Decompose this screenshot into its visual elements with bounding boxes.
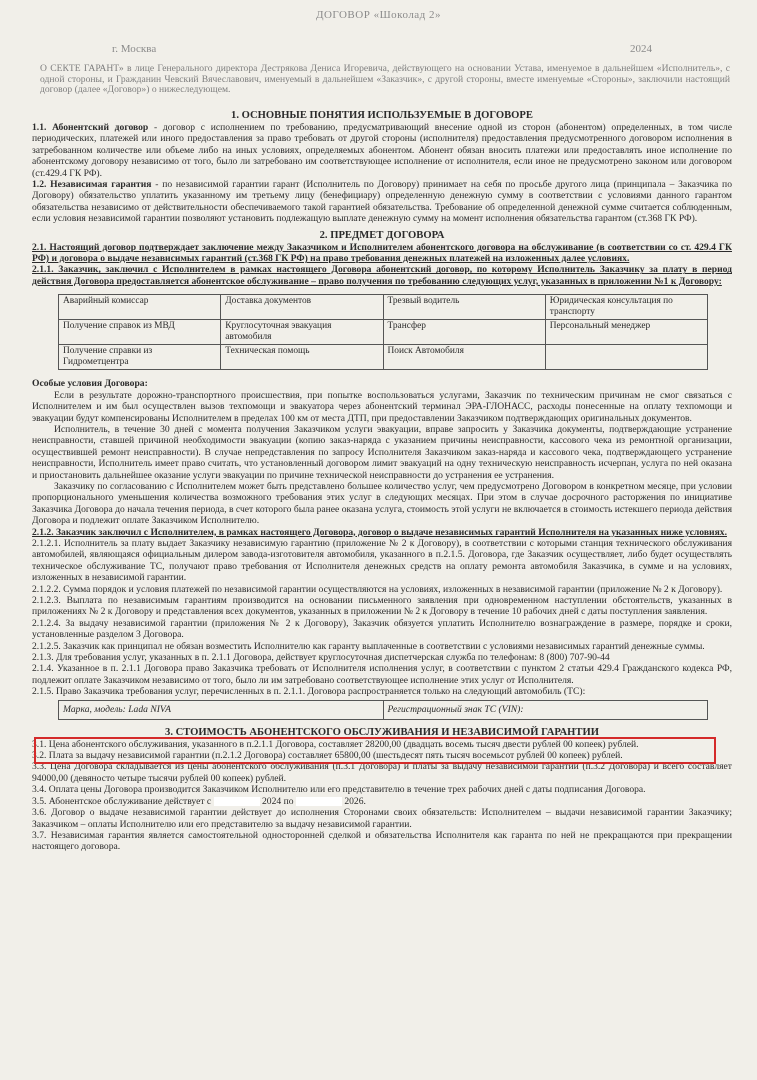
- year-label: 2024: [630, 43, 652, 55]
- table-cell: Круглосуточная эвакуация автомобиля: [221, 320, 383, 345]
- vehicle-table: [58, 700, 708, 720]
- vehicle-model: Марка, модель: Lada NIVA: [59, 700, 384, 719]
- clause-3-4: 3.4. Оплата цены Договора производится Заказчиком Исполнителю или его представителю в течение трех рабочих дней с даты подписания Договора.: [32, 784, 646, 796]
- clause-2-1-2-5: 2.1.2.5. Заказчик как принципал не обязан возместить Исполнителю как гаранту выплаченные в соответствии с условиями независимых гарантий денежные суммы.: [32, 640, 705, 652]
- table-cell: Трансфер: [383, 320, 545, 345]
- clause-3-5: [32, 796, 732, 807]
- clause-3-6: 3.6. Договор о выдаче независимой гарантии действует до исполнения Сторонами своих обязательств: Исполнителем – выдачи независимой гарантии Заказчику; Заказчиком – оплаты Исполнителю или его представителю за выдачу независимой гарантии.: [32, 807, 732, 830]
- table-cell: Техническая помощь: [221, 345, 383, 370]
- clause-2-1-3: 2.1.3. Для требования услуг, указанных в п. 2.1.1 Договора, действует круглосуточная диспетчерская служба по телефонам: 8 (800) 707-90-44: [32, 652, 610, 664]
- clause-2-1-1: 2.1.1. Заказчик, заключил с Исполнителем в рамках настоящего Договора абонентский договор, по которому Исполнитель Заказчику за плату в период действия Договора предоставляется абонентское обслуживание – право получения по требованию следующих услуг, указанных в приложении №1 к Договору:: [32, 264, 732, 287]
- section-1-heading: 1. ОСНОВНЫЕ ПОНЯТИЯ ИСПОЛЬЗУЕМЫЕ В ДОГОВОРЕ: [231, 110, 533, 121]
- table-cell: Получение справки из Гидрометцентра: [59, 345, 221, 370]
- clause-3-5-b: 2024 по: [259, 795, 296, 807]
- clause-1-2-text: - по независимой гарантии гарант (Исполнитель по Договору) принимает на себя по просьбе другого лица (принципала – Заказчика по Договору) обязательство уплатить указанному им третьему лицу (бенефициару) определенную денежную сумму в соответствии с условиями данного гарантом обязательства независимо от действительности обеспечиваемого такой гарантией обязательства. Требование об определенной денежной сумме считается соблюденным, если условия независимой гарантии позволяют установить подлежащую выплате денежную сумму на момент исполнения обязательства гарантом (ст.368 ГК РФ).: [32, 179, 732, 225]
- table-row: [59, 320, 708, 345]
- table-cell: Получение справок из МВД: [59, 320, 221, 345]
- city-label: г. Москва: [112, 43, 157, 55]
- clause-3-1: 3.1. Цена абонентского обслуживания, указанного в п.2.1.1 Договора, составляет 28200,00 (двадцать восемь тысяч двести рублей 00 копеек) рублей.: [32, 738, 639, 750]
- table-row: [59, 295, 708, 320]
- clause-1-1-term: 1.1. Абонентский договор: [32, 122, 149, 133]
- special-conditions-p2: Исполнитель, в течение 30 дней с момента получения Заказчиком услуги эвакуации, вправе запросить у Заказчика документы, подтверждающие устранение неисправности, ставшей причиной необходимости эвакуации (копию заказ-наряда с указанием причины неисправности, кассового чека из ремонтной организации, осуществившей ремонт неисправности). В случае непредставления по запросу Исполнителя Заказчиком заказ-наряда и кассового чека, подтверждающего устранение неисправности, Исполнитель имеет право считать, что установленный договором лимит эвакуаций на одну техническую неисправность исчерпан, услуга по ней оказана и приостановить дальнейшее оказание услуги эвакуации по причине технической неисправности до устранения ее устранения.: [32, 423, 732, 481]
- clause-1-2: [32, 179, 732, 225]
- table-cell: Персональный менеджер: [545, 320, 707, 345]
- table-cell: Аварийный комиссар: [59, 295, 221, 320]
- services-table: [58, 294, 708, 370]
- clause-1-1-text: - договор с исполнением по требованию, предусматривающий внесение одной из сторон (абонентом) определенных, в том числе периодических, платежей или иного предоставления за право требовать от другой стороны (исполнителя) предоставления предусмотренного договором исполнения в затребованном количестве или объеме либо на иных условиях, определяемых абонентом. Абонент обязан вносить платежи или предоставлять иное исполнение по абонентскому договору независимо от того, было ли затребовано им соответствующее исполнение от исполнителя, если иное не предусмотрено законом или договором (ст.429.4 ГК РФ).: [32, 122, 733, 179]
- clause-3-3: 3.3. Цена Договора складывается из цены абонентского обслуживания (п.3.1 Договора) и платы за выдачу независимой гарантии (п.3.2 Договора) и всего составляет 94000,00 (девяносто четыре тысячи рублей 00 копеек) рублей.: [32, 761, 732, 784]
- table-cell: Доставка документов: [221, 295, 383, 320]
- clause-2-1-4: 2.1.4. Указанное в п. 2.1.1 Договора право Заказчика требовать от Исполнителя исполнения услуг, в соответствии с пунктом 2 статьи 429.4 Гражданского кодекса РФ, подлежит оплате Заказчиком независимо от того, было ли им затребовано соответствующее исполнение этих услуг от Исполнителя.: [32, 663, 732, 686]
- clause-3-5-a: 3.5. Абонентское обслуживание действует с: [32, 795, 214, 807]
- section-2-heading: 2. ПРЕДМЕТ ДОГОВОРА: [319, 229, 445, 241]
- section-3-heading: 3. СТОИМОСТЬ АБОНЕНТСКОГО ОБСЛУЖИВАНИЯ И НЕЗАВИСИМОЙ ГАРАНТИИ: [165, 726, 599, 738]
- clause-1-2-term: 1.2. Независимая гарантия: [32, 179, 152, 191]
- redaction-start-date: [214, 797, 260, 806]
- vehicle-registration: Регистрационный знак ТС (VIN):: [383, 700, 708, 719]
- table-cell: [545, 345, 707, 370]
- clause-2-1-2-4: 2.1.2.4. За выдачу независимой гарантии (приложения № 2 к Договору), Заказчик обязуется уплатить Исполнителю вознаграждение в размере, порядке и сроки, установленные разделом 3 Договора.: [32, 617, 732, 641]
- clause-2-1-2: 2.1.2. Заказчик заключил с Исполнителем, в рамках настоящего Договора, договор о выдаче независимых гарантий Исполнителя на указанных ниже условиях.: [32, 526, 727, 538]
- clause-2-1-5: 2.1.5. Право Заказчика требования услуг, перечисленных в п. 2.1.1. Договора распространяется только на следующий автомобиль (ТС):: [32, 686, 586, 698]
- table-row: [59, 345, 708, 370]
- table-cell: Поиск Автомобиля: [383, 345, 545, 370]
- preamble: О СЕКТЕ ГАРАНТ» в лице Генерального директора Дестрякова Дениса Игоревича, действующего на основании Устава, именуемое в дальнейшем «Исполнитель», с одной стороны, и Гражданин Чевский Вячеславович, именуемый в дальнейшем «Заказчик», с другой стороны, вместе именуемые «Стороны», заключили настоящий договор (далее «Договор») о нижеследующем.: [40, 63, 730, 96]
- price-highlight-box: [34, 737, 716, 765]
- clause-1-1: [32, 122, 732, 179]
- clause-2-1-2-1: 2.1.2.1. Исполнитель за плату выдает Заказчику независимую гарантию (приложение № 2 к Договору), в соответствии с которыми станция технического обслуживания автомобилей, являющаяся официальным дилером завода-изготовителя автомобиля, указанного в п.2.1.5. Договора, где Заказчик осуществляет, либо будет осуществлять техническое обслуживание ТС, получают право требования от Исполнителя денежных средств на оплату ремонта автомобиля Заказчика, в сумме и на условиях, изложенных в независимой гарантии.: [32, 537, 732, 584]
- special-conditions-p3: Заказчику по согласованию с Исполнителем может быть представлено большее количество услуг, чем предусмотрено Договором в конкретном месяце, при условии пропорционального уменьшения количества возможного требования этих услуг в следующих месяцах. При этом в случае досрочного расторжения по инициативе Заказчика Договора до начала течения периода, в счет которого была ранее оказана услуга, стоимость этой услуги не включается в стоимость истекшего периода действия Договора и подлежит оплате Заказчиком Исполнителю.: [32, 480, 732, 527]
- clause-2-1-2-2: 2.1.2.2. Сумма порядок и условия платежей по независимой гарантии осуществляются на условиях, изложенных в независимой гарантии (приложение № 2 к Договору).: [32, 583, 723, 595]
- redaction-end-date: [296, 797, 342, 806]
- clause-3-5-c: 2026.: [341, 795, 366, 807]
- table-cell: Юридическая консультация по транспорту: [545, 295, 707, 320]
- table-cell: Трезвый водитель: [383, 295, 545, 320]
- special-conditions-heading: Особые условия Договора:: [32, 378, 148, 390]
- clause-3-7: 3.7. Независимая гарантия является самостоятельной односторонней сделкой и обязательства Исполнителя как гаранта по ней не прекращаются при прекращении настоящего договора.: [32, 829, 732, 853]
- clause-2-1: 2.1. Настоящий договор подтверждает заключение между Заказчиком и Исполнителем абонентского договора на обслуживание (в соответствии со ст. 429.4 ГК РФ) и договора о выдаче независимых гарантий (ст.368 ГК РФ) на право требования денежных платежей на изложенных далее условиях.: [32, 241, 732, 265]
- clause-3-2: 3.2. Плата за выдачу независимой гарантии (п.2.1.2 Договора) составляет 65800,00 (шестьдесят пять тысяч восемьсот рублей 00 копеек) рублей.: [32, 750, 623, 762]
- document-title: ДОГОВОР «Шоколад 2»: [315, 9, 442, 21]
- special-conditions-p1: Если в результате дорожно-транспортного происшествия, при попытке воспользоваться услугами, Заказчик по техническим причинам не смог связаться с Исполнителем и им был осуществлен вызов техпомощи и эвакуатора через абонентский терминал ЭРА-ГЛОНАСС, расходы понесенные на оплату техпомощи и эвакуации будут компенсированы Исполнителем в пределах 100 км от места ДТП, при предоставлении Заказчиком подтверждающих оригинальных документов.: [32, 389, 732, 424]
- clause-2-1-2-3: 2.1.2.3. Выплата по независимым гарантиям производится на основании письменного заявления при одновременном наступлении обстоятельств, указанных в приложениях № 2 к Договору и представления всех документов, указанных в приложении № 2 к Договору в течение 10 рабочих дней с даты поступления заявления.: [32, 595, 732, 618]
- table-row: [59, 700, 708, 719]
